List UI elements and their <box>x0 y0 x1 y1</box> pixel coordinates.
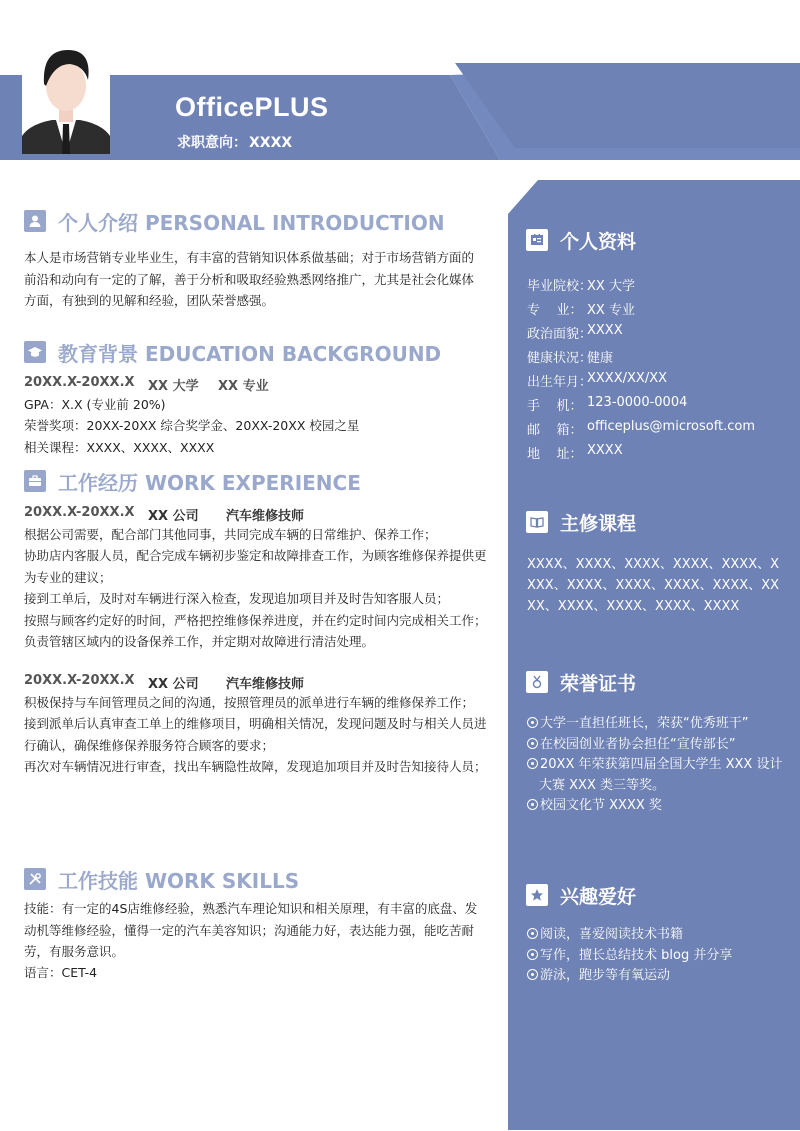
book-icon <box>526 511 548 533</box>
profile-key: 专 业： <box>527 303 583 318</box>
id-card-icon <box>526 229 548 251</box>
work-section-title: 工作经历 WORK EXPERIENCE <box>24 467 361 495</box>
profile-row <box>527 443 623 462</box>
profile-key: 毕业院校： <box>527 279 593 294</box>
job-intent <box>175 132 292 152</box>
skills-section-title: 工作技能 WORK SKILLS <box>24 865 299 893</box>
tools-icon <box>24 868 46 890</box>
bullet-icon <box>527 717 538 728</box>
education-line: 荣誉奖项：20XX-20XX 综合奖学金、20XX-20XX 校园之星 <box>24 418 360 434</box>
profile-key: 政治面貌： <box>527 327 593 342</box>
intro-text: 本人是市场营销专业毕业生，有丰富的营销知识体系做基础；对于市场营销方面的前沿和动向有一定的了解，善于分析和吸取经验熟悉网络推广，尤其是社会化媒体方面，有独到的见解和经验，团队荣誉感强。 <box>24 250 475 308</box>
job-header: 20XX.X-20XX.X XX 公司 汽车维修技师 <box>24 505 305 524</box>
profile-value: officeplus@microsoft.com <box>587 419 756 434</box>
profile-key: 健康状况： <box>527 351 593 366</box>
bullet-icon <box>527 928 538 939</box>
avatar <box>22 36 110 154</box>
list-item: 写作，擅长总结技术 blog 并分享 <box>527 946 787 967</box>
education-line: GPA：X.X (专业前 20%) <box>24 397 166 412</box>
bullet-icon <box>527 799 538 810</box>
bullet-icon <box>527 969 538 980</box>
job-description: 根据公司需要，配合部门其他同事，共同完成车辆的日常维护、保养工作； 协助店内客服人员，配合完成车辆初步鉴定和故障排查工作，为顾客维修保养提供更为专业的建议； 接到工单后，及时对车辆进行深入检查，发现追加项目并及时告知客服人员； 按照与顾客约定好的时间，严格把控维修保养进度，并在约定时间内完成相关工作； 负责管辖区域内的设备保养工作，并定期对故障进行清洁处理。 <box>24 527 487 650</box>
education-entry-header: 20XX.X-20XX.X XX 大学 XX 专业 <box>24 375 269 394</box>
candidate-name: OfficePLUS <box>175 92 329 122</box>
bullet-icon <box>527 949 538 960</box>
profile-value: XXXX <box>587 323 623 338</box>
profile-value: XXXX <box>587 443 623 458</box>
medal-icon <box>526 671 548 693</box>
profile-row <box>527 395 687 414</box>
intro-section-title: 个人介绍 PERSONAL INTRODUCTION <box>24 207 445 235</box>
list-item: 阅读，喜爱阅读技术书籍 <box>527 925 787 946</box>
job-intent-label: 求职意向： <box>177 135 247 151</box>
profile-section-title: 个人资料 <box>526 227 636 253</box>
profile-key: 地 址： <box>527 447 583 462</box>
language-text: 语言：CET-4 <box>24 965 98 980</box>
courses-list: XXXX、XXXX、XXXX、XXXX、XXXX、XXXX、XXXX、XXXX、XXXX、XXXX、XXXX、XXXX、XXXX、XXXX、XXXX <box>527 557 780 614</box>
briefcase-icon <box>24 470 46 492</box>
profile-key: 邮 箱： <box>527 423 583 438</box>
job-header: 20XX.X-20XX.X XX 公司 汽车维修技师 <box>24 673 305 692</box>
list-item: 校园文化节 XXXX 奖 <box>527 796 787 817</box>
list-item: 20XX 年荣获第四届全国大学生 XXX 设计大赛 XXX 类三等奖。 <box>527 755 787 796</box>
profile-value: XX 大学 <box>587 279 635 294</box>
profile-row <box>527 347 613 366</box>
list-item: 游泳，跑步等有氧运动 <box>527 966 787 987</box>
bullet-icon <box>527 758 538 769</box>
honors-list <box>527 714 787 817</box>
hobbies-section-title: 兴趣爱好 <box>526 882 636 908</box>
bullet-icon <box>527 738 538 749</box>
education-section-title: 教育背景 EDUCATION BACKGROUND <box>24 338 441 366</box>
courses-section-title: 主修课程 <box>526 509 636 535</box>
profile-key: 出生年月： <box>527 375 593 390</box>
profile-row <box>527 323 623 342</box>
profile-key: 手 机： <box>527 399 583 414</box>
person-icon <box>24 210 46 232</box>
hobbies-list <box>527 925 787 987</box>
education-line: 相关课程：XXXX、XXXX、XXXX <box>24 439 215 455</box>
list-item: 在校园创业者协会担任“宣传部长” <box>527 735 787 756</box>
education-details <box>24 394 488 458</box>
header-band <box>0 0 800 170</box>
job-description: 积极保持与车间管理员之间的沟通，按照管理员的派单进行车辆的维修保养工作； 接到派单后认真审查工单上的维修项目，明确相关情况，发现问题及时与相关人员进行确认，确保维修保养服务符合顾客的要求； 再次对车辆情况进行审查，找出车辆隐性故障，发现追加项目并及时告知接待人员； <box>24 695 487 775</box>
star-icon <box>526 884 548 906</box>
graduation-cap-icon <box>24 341 46 363</box>
list-item: 大学一直担任班长，荣获“优秀班干” <box>527 714 787 735</box>
profile-value: 123-0000-0004 <box>587 395 688 410</box>
profile-row <box>527 419 755 438</box>
skills-text: 技能：有一定的4S店维修经验，熟悉汽车理论知识和相关原理，有丰富的底盘、发动机等维修经验，懂得一定的汽车美容知识；沟通能力好，表达能力强，能吃苦耐劳，有服务意识。 <box>24 901 478 959</box>
profile-value: XX 专业 <box>587 303 635 318</box>
profile-row <box>527 299 635 318</box>
profile-row <box>527 275 635 294</box>
job-intent-value: XXXX <box>249 135 293 151</box>
honors-section-title: 荣誉证书 <box>526 669 636 695</box>
profile-row <box>527 371 667 390</box>
profile-value: XXXX/XX/XX <box>587 371 668 386</box>
profile-value: 健康 <box>587 351 614 366</box>
